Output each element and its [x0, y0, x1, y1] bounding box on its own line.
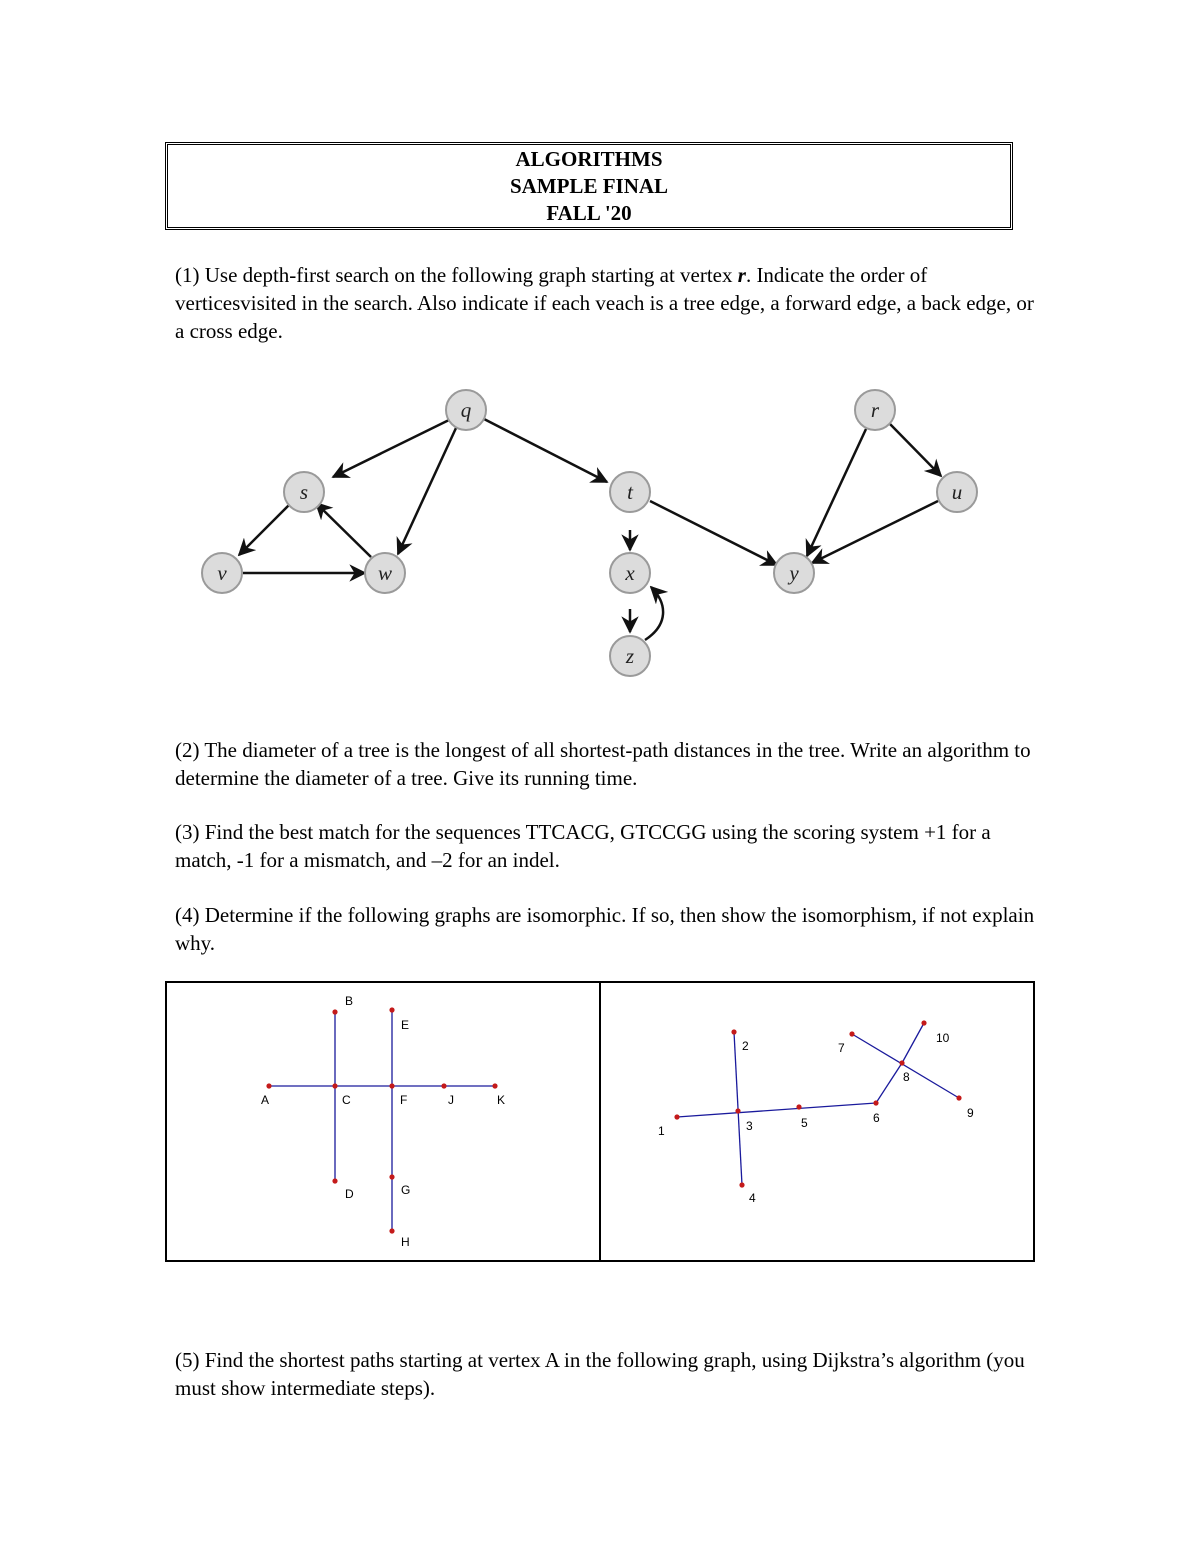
iso-left-pt-B: [332, 1009, 337, 1014]
node-v: [202, 553, 242, 593]
iso-left-label-K: K: [497, 1093, 506, 1107]
node-r-label: r: [870, 398, 880, 422]
iso-right-label-4: 4: [749, 1191, 756, 1205]
iso-right-label-3: 3: [746, 1119, 753, 1133]
node-s: [284, 472, 324, 512]
question-2: (2) The diameter of a tree is the longest of all shortest-path distances in the tree. Write an algorithm to determine the diameter of a tree. Give its running time.: [175, 738, 1031, 790]
iso-right-label-6: 6: [873, 1111, 880, 1125]
iso-left-label-F: F: [400, 1093, 408, 1107]
iso-right-pt-9: [956, 1095, 961, 1100]
iso-right-pt-3: [735, 1108, 740, 1113]
iso-left-label-H: H: [401, 1235, 410, 1249]
edge-r-y: [807, 429, 866, 556]
edge-r-u: [890, 424, 941, 476]
node-w: [365, 553, 405, 593]
iso-right-label-7: 7: [838, 1041, 845, 1055]
iso-graph-right: [601, 983, 1037, 1264]
edge-u-y: [812, 501, 938, 563]
node-q-label: q: [460, 398, 472, 422]
iso-right-edge-1-6: [677, 1103, 876, 1117]
node-t-label: t: [627, 480, 633, 504]
node-w-label: w: [377, 561, 393, 585]
iso-left-pt-K: [492, 1083, 497, 1088]
iso-graph-left: [167, 983, 603, 1264]
iso-right-pt-7: [849, 1031, 854, 1036]
node-z: [610, 636, 650, 676]
iso-right-pt-2: [731, 1029, 736, 1034]
node-v-label: v: [217, 561, 227, 585]
edge-s-v: [239, 505, 289, 555]
edge-t-y: [650, 501, 777, 565]
node-u-label: u: [951, 480, 963, 504]
iso-right-pt-1: [674, 1114, 679, 1119]
title-line-2: SAMPLE FINAL: [509, 173, 669, 198]
node-y-label: y: [789, 561, 799, 585]
iso-right-label-1: 1: [658, 1124, 665, 1138]
iso-right-label-10: 10: [936, 1031, 950, 1045]
iso-right-label-8: 8: [903, 1070, 910, 1084]
iso-left-label-D: D: [345, 1187, 354, 1201]
iso-left-label-B: B: [345, 994, 354, 1008]
iso-left-pt-A: [266, 1083, 271, 1088]
node-x-label: x: [625, 561, 635, 585]
node-u: [937, 472, 977, 512]
node-q: [446, 390, 486, 430]
iso-left-pt-C: [332, 1083, 337, 1088]
iso-right-pt-6: [873, 1100, 878, 1105]
question-4: (4) Determine if the following graphs are isomorphic. If so, then show the isomorphism, if not explain why.: [175, 903, 1035, 955]
iso-graph-right-box: [599, 981, 1035, 1262]
node-r: [855, 390, 895, 430]
iso-right-pt-5: [796, 1104, 801, 1109]
question-1-text-start: (1) Use depth-first search on the following graph starting at vertex: [175, 263, 738, 287]
edge-z-x: [645, 587, 663, 640]
iso-left-pt-J: [441, 1083, 446, 1088]
question-5: (5) Find the shortest paths starting at vertex A in the following graph, using Dijkstra’s algorithm (you must show intermediate steps).: [175, 1348, 1025, 1400]
iso-right-pt-10: [921, 1020, 926, 1025]
edge-w-s: [316, 503, 371, 557]
iso-left-label-J: J: [448, 1093, 454, 1107]
iso-right-edge-6-8: [876, 1063, 902, 1103]
iso-left-pt-G: [389, 1174, 394, 1179]
edge-q-w: [398, 428, 456, 554]
iso-right-edge-8-10: [902, 1023, 924, 1063]
node-z-label: z: [625, 644, 635, 668]
title-line-1: ALGORITHMS: [515, 146, 663, 171]
iso-left-pt-H: [389, 1228, 394, 1233]
iso-left-label-G: G: [401, 1183, 411, 1197]
question-1-vertex: r: [737, 263, 746, 287]
iso-right-label-5: 5: [801, 1116, 808, 1130]
iso-left-label-A: A: [261, 1093, 270, 1107]
iso-left-label-C: C: [342, 1093, 351, 1107]
question-1-text-end: . Indicate the order of verticesvisited in the search. Also indicate if each veach is a tree edge, a forward edge, a back edge, or a cross edge.: [175, 263, 1034, 343]
iso-left-label-E: E: [401, 1018, 410, 1032]
iso-right-pt-8: [899, 1060, 904, 1065]
edge-q-s: [333, 420, 449, 477]
title-line-3: FALL '20: [546, 200, 632, 225]
iso-left-pt-E: [389, 1007, 394, 1012]
node-t: [610, 472, 650, 512]
iso-right-pt-4: [739, 1182, 744, 1187]
iso-graph-left-box: [165, 981, 601, 1262]
node-x: [610, 553, 650, 593]
node-s-label: s: [299, 480, 309, 504]
iso-right-label-9: 9: [967, 1106, 974, 1120]
question-3: (3) Find the best match for the sequences TTCACG, GTCCGG using the scoring system +1 for a match, -1 for a mismatch, and –2 for an indel.: [175, 820, 991, 872]
iso-left-pt-F: [389, 1083, 394, 1088]
edge-q-t: [484, 419, 607, 482]
iso-right-label-2: 2: [742, 1039, 749, 1053]
iso-left-pt-D: [332, 1178, 337, 1183]
node-y: [774, 553, 814, 593]
